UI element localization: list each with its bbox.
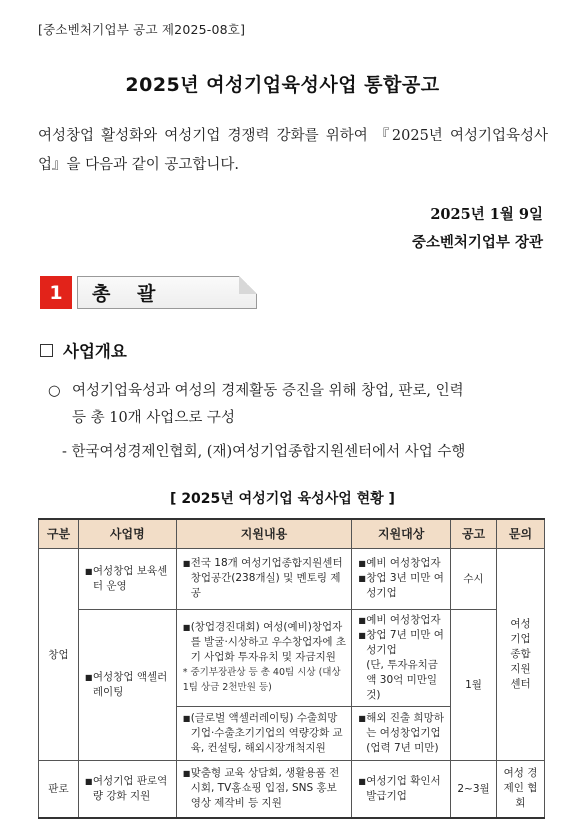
page-fold-icon [239,276,257,294]
program-name-cell: ■ 여성창업 보육센터 운영 [78,548,176,609]
target-item: 예비 여성창업자 [366,557,441,569]
contact-cell: 여성 기업 종합 지원 센터 [497,548,545,760]
target-item: 예비 여성창업자 [366,613,441,626]
bullet-line-2: 등 총 10개 사업으로 구성 [72,410,235,426]
header-target: 지원대상 [352,519,451,548]
table-header-row [39,519,545,548]
announcement-date: 2025년 1월 9일 [430,206,543,223]
target-note: (단, 투자유치금액 30억 미만일 것) [366,658,438,701]
target-item: 창업 7년 미만 여성기업 [366,628,444,656]
intro-paragraph: 여성창업 활성화와 여성기업 경쟁력 강화를 위하여 『2025년 여성기업육성사업』을 다음과 같이 공고합니다. [38,128,548,173]
content-cell: ■ 전국 18개 여성기업종합지원센터 창업공간(238개실) 및 멘토링 제공 [176,548,352,609]
target-cell: ■ 예비 여성창업자 ■ 창업 7년 미만 여성기업 (단, 투자유치금액 30억 미만일 것) [352,609,451,706]
overview-heading-text: 사업개요 [63,342,127,361]
target-note: (업력 7년 미만) [366,741,439,754]
content-cell: ■ (창업경진대회) 여성(예비)창업자를 발굴‧시상하고 우수창업자에 초기 사업화 투자유치 및 자금지원 * 중기부장관상 등 총 40팀 시상 (대상 1팀 상금 2천만원 등) [176,609,352,706]
target-item: 창업 3년 미만 여성기업 [366,572,444,599]
table-row [39,609,545,706]
overview-bullet [48,378,548,432]
document-title: 2025년 여성기업육성사업 통합공고 [125,74,440,96]
section-label-box [77,276,257,309]
overview-dash-item: - 한국여성경제인협회, (재)여성기업종합지원센터에서 사업 수행 [62,444,466,460]
header-name: 사업명 [78,519,176,548]
program-name: 여성기업 판로역량 강화 지원 [92,774,168,802]
notice-reference: [중소벤처기업부 공고 제2025-08호] [38,22,246,37]
table-row [39,760,545,818]
circle-bullet-icon: ○ [48,383,61,399]
content-cell: ■ (글로벌 액셀러레이팅) 수출희망 기업·수출초기기업의 역량강화 교육, 컨설팅, 해외시장개척지원 [176,706,352,760]
section-heading [40,276,257,312]
contact-cell: 여성 경제인 협회 [497,760,545,818]
program-status-table [38,518,545,819]
header-notice: 공고 [451,519,497,548]
overview-heading [40,338,127,362]
content-item: 맞춤형 교육 상담회, 생활용품 전시회, TV홈쇼핑 입점, SNS 홍보 영상 제작비 등 지원 [190,767,340,810]
target-item: 해외 진출 희망하는 여성창업기업 [366,711,444,739]
target-cell: ■ 해외 진출 희망하는 여성창업기업 (업력 7년 미만) [352,706,451,760]
target-cell: ■ 여성기업 확인서 발급기업 [352,760,451,818]
table-title: [ 2025년 여성기업 육성사업 현황 ] [170,491,395,507]
section-label: 총 괄 [92,283,166,305]
table-row [39,548,545,609]
category-cell: 판로 [39,760,79,818]
header-contact: 문의 [497,519,545,548]
header-category: 구분 [39,519,79,548]
notice-cell: 수시 [451,548,497,609]
checkbox-square-icon [40,344,53,357]
program-name: 여성창업 보육센터 운영 [92,564,168,592]
target-cell: ■ 예비 여성창업자 ■ 창업 3년 미만 여성기업 [352,548,451,609]
program-name: 여성창업 액셀러레이팅 [92,670,168,698]
content-item: (창업경진대회) 여성(예비)창업자를 발굴‧시상하고 우수창업자에 초기 사업화 투자유치 및 자금지원 [190,621,347,663]
content-cell: ■ 맞춤형 교육 상담회, 생활용품 전시회, TV홈쇼핑 입점, SNS 홍보 영상 제작비 등 지원 [176,760,352,818]
issuer-name: 중소벤처기업부 장관 [411,234,543,251]
program-name-cell: ■ 여성창업 액셀러레이팅 [78,609,176,760]
notice-cell: 1월 [451,609,497,760]
target-item: 여성기업 확인서 발급기업 [366,774,441,802]
content-item: 전국 18개 여성기업종합지원센터 창업공간(238개실) 및 멘토링 제공 [190,557,343,599]
program-name-cell: ■ 여성기업 판로역량 강화 지원 [78,760,176,818]
content-note: * 중기부장관상 등 총 40팀 시상 (대상 1팀 상금 2천만원 등) [182,667,341,693]
section-number: 1 [40,276,72,309]
category-cell: 창업 [39,548,79,760]
content-item: (글로벌 액셀러레이팅) 수출희망 기업·수출초기기업의 역량강화 교육, 컨설팅, 해외시장개척지원 [190,711,343,754]
bullet-line-1: 여성기업육성과 여성의 경제활동 증진을 위해 창업, 판로, 인력 [72,383,464,399]
notice-cell: 2~3월 [451,760,497,818]
header-content: 지원내용 [176,519,352,548]
